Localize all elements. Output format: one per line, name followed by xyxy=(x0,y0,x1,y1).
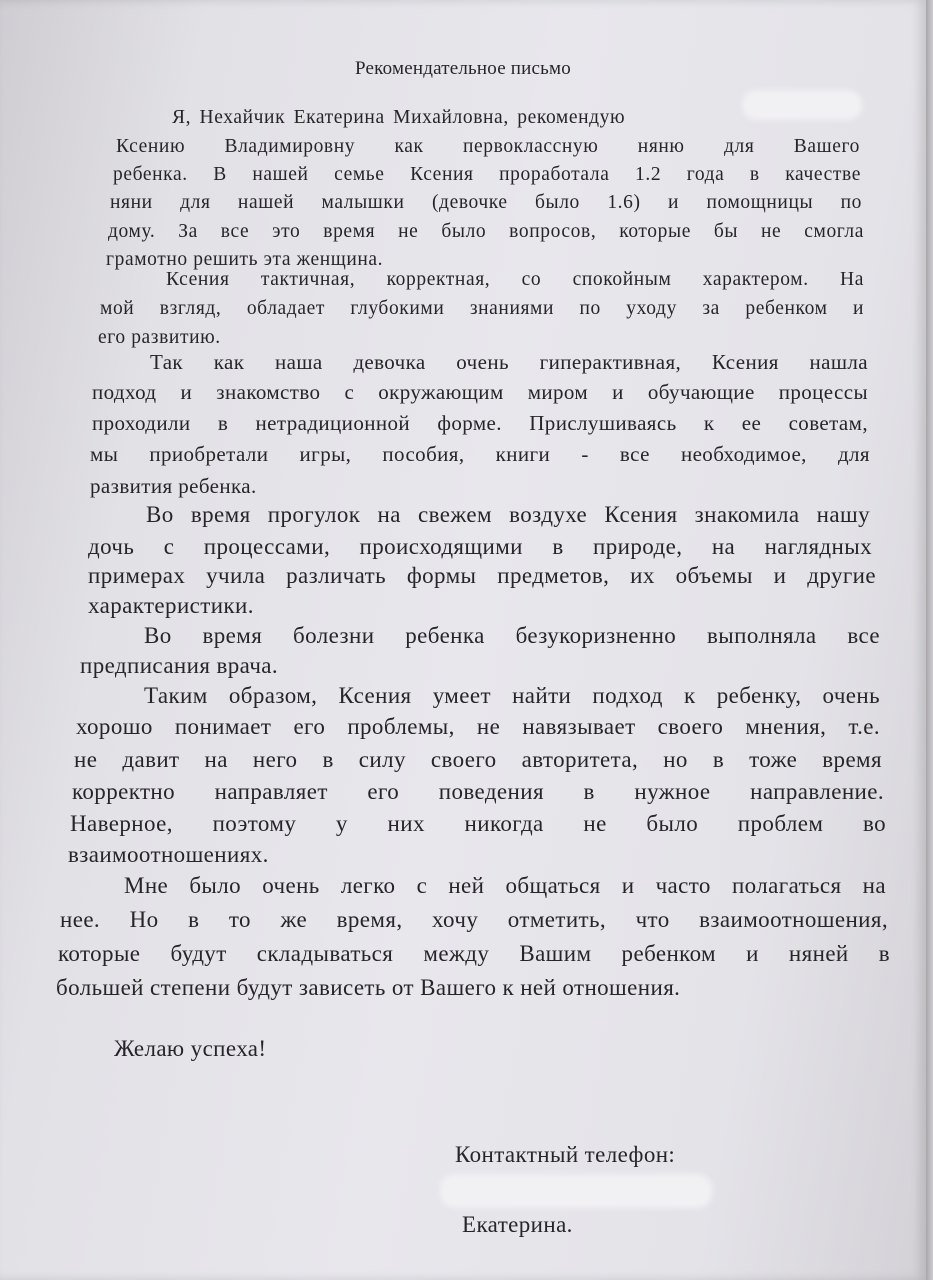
letter-line: Так как наша девочка очень гиперактивная, Ксения нашла xyxy=(150,350,868,374)
letter-line: Наверное, поэтому у них никогда не было проблем во xyxy=(70,811,886,836)
letter-line: Мне было очень легко с ней общаться и часто полагаться на xyxy=(124,873,886,898)
signature-name: Екатерина. xyxy=(462,1212,573,1237)
closing-wish: Желаю успеха! xyxy=(114,1036,267,1061)
letter-line: характеристики. xyxy=(88,593,254,618)
contact-label: Контактный телефон: xyxy=(455,1142,676,1167)
letter-line: Во время прогулок на свежем воздухе Ксения знакомила нашу xyxy=(146,502,870,527)
paper-edge xyxy=(926,0,933,1280)
redacted-phone xyxy=(440,1174,712,1208)
letter-line: грамотно решить эта женщина. xyxy=(106,249,384,270)
letter-line: Ксению Владимировну как первоклассную няню для Вашего xyxy=(116,136,860,157)
letter-line: мы приобретали игры, пособия, книги - все необходимое, для xyxy=(90,442,870,466)
letter-line: Во время болезни ребенка безукоризненно выполняла все xyxy=(144,623,880,648)
letter-line: ребенка. В нашей семье Ксения проработала 1.2 года в качестве xyxy=(113,164,861,185)
letter-line: нее. Но в то же время, хочу отметить, что взаимоотношения, xyxy=(60,907,888,932)
letter-line: корректно направляет его поведения в нужное направление. xyxy=(72,779,884,804)
redacted-surname xyxy=(742,90,862,120)
letter-line: дочь с процессами, происходящими в природе, на наглядных xyxy=(88,534,872,559)
letter-line: которые будут складываться между Вашим ребенком и няней в xyxy=(58,941,890,966)
letter-line: не давит на него в силу своего авторитета, но в тоже время xyxy=(74,747,882,772)
letter-line: Я, Нехайчик Екатерина Михайловна, рекомендую xyxy=(172,107,626,128)
letter-line: Таким образом, Ксения умеет найти подход к ребенку, очень xyxy=(144,683,880,708)
letter-line: его развитию. xyxy=(98,327,221,348)
letter-line: развития ребенка. xyxy=(90,474,257,498)
letter-line: няни для нашей малышки (девочке было 1.6) и помощницы по xyxy=(110,192,862,213)
letter-line: подход и знакомство с окружающим миром и обучающие процессы xyxy=(92,380,868,404)
letter-line: мой взгляд, обладает глубокими знаниями по уходу за ребенком и xyxy=(100,298,864,319)
letter-line: хорошо понимает его проблемы, не навязывает своего мнения, т.е. xyxy=(76,714,880,739)
letter-line: проходили в нетрадиционной форме. Прислушиваясь к ее советам, xyxy=(92,411,868,435)
letter-line: дому. За все это время не было вопросов, которые бы не смогла xyxy=(108,221,864,242)
letter-line: большей степени будут зависеть от Вашего к ней отношения. xyxy=(56,975,681,1000)
letter-line: примерах учила различать формы предметов, их объемы и другие xyxy=(88,563,876,588)
letter-line: предписания врача. xyxy=(80,653,279,678)
letter-line: Ксения тактичная, корректная, со спокойным характером. На xyxy=(166,269,864,290)
letter-title: Рекомендательное письмо xyxy=(355,58,571,79)
letter-line: взаимоотношениях. xyxy=(68,842,269,867)
